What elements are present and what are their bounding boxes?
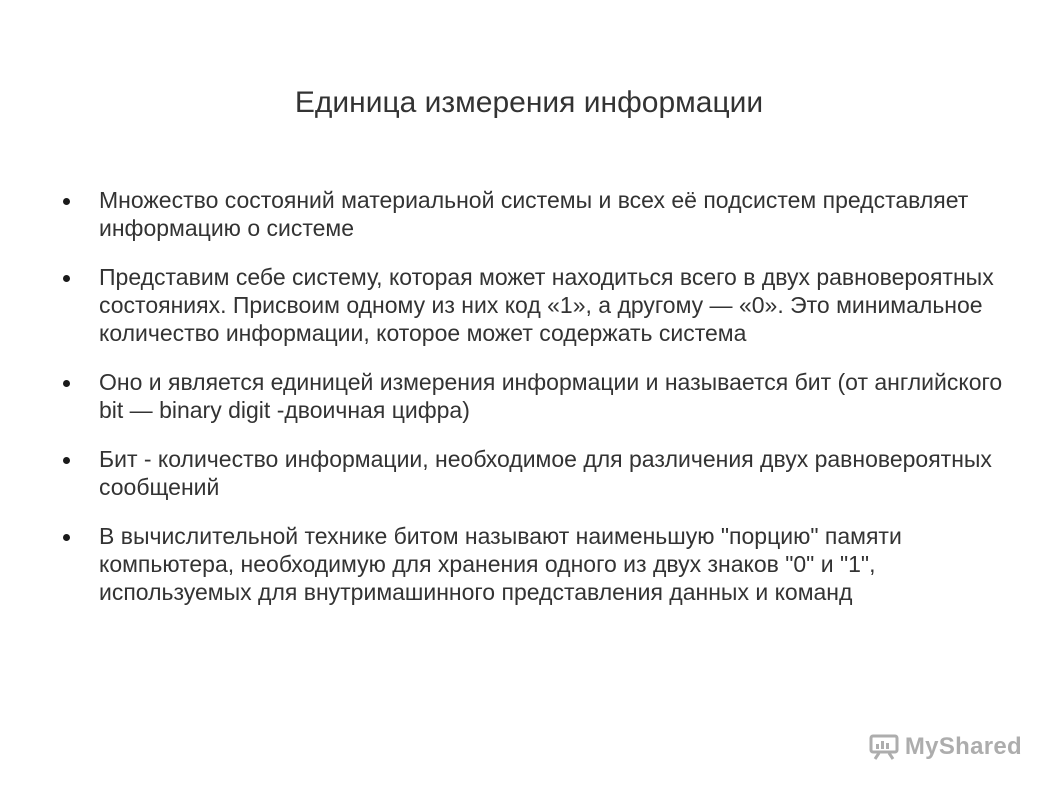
watermark-text: MyShared <box>904 733 1022 760</box>
bullet-dot <box>63 380 70 387</box>
bullet-item <box>60 186 1010 242</box>
bullet-list <box>60 186 1010 627</box>
bullet-dot <box>63 457 70 464</box>
bullet-item <box>60 263 1010 347</box>
bullet-item <box>60 522 1010 606</box>
presentation-board-icon <box>869 734 899 760</box>
bullet-dot <box>63 198 70 205</box>
bullet-item <box>60 445 1010 501</box>
bullet-text: Множество состояний материальной системы и всех её подсистем представляет информацию о системе <box>99 187 969 241</box>
bullet-item <box>60 368 1010 424</box>
bullet-dot <box>63 534 70 541</box>
slide-title: Единица измерения информации <box>294 86 764 119</box>
bullet-dot <box>63 275 70 282</box>
watermark <box>869 733 1022 761</box>
bullet-text: Оно и является единицей измерения информации и называется бит (от английского bit — binary digit -двоичная цифра) <box>99 369 1003 423</box>
bullet-text: В вычислительной технике битом называют наименьшую "порцию" памяти компьютера, необходимую для хранения одного из двух знаков "0" и "1", используемых для внутримашинного представления данных и команд <box>99 523 902 605</box>
bullet-text: Представим себе систему, которая может находиться всего в двух равновероятных состояниях. Присвоим одному из них код «1», а другому — «0». Это минимальное количество информации, которое может содержать система <box>99 264 994 346</box>
bullet-text: Бит - количество информации, необходимое для различения двух равновероятных сообщений <box>99 446 992 500</box>
